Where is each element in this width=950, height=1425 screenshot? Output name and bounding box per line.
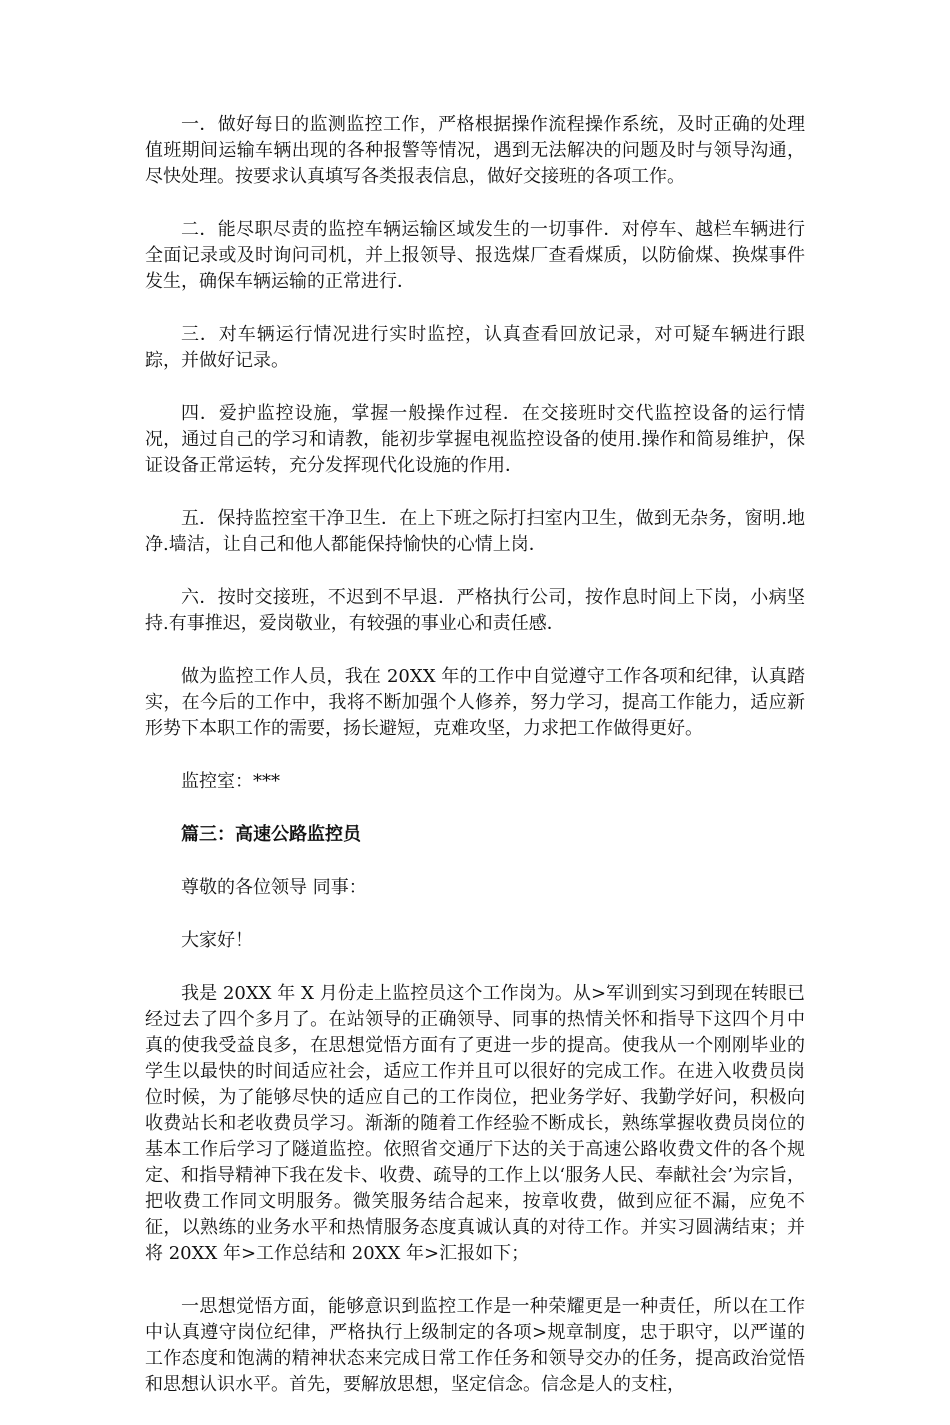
paragraph-6: 六．按时交接班，不迟到不早退．严格执行公司，按作息时间上下岗，小病坚持.有事推迟，爱岗敬业，有较强的事业心和责任感．: [145, 587, 805, 634]
greeting: 大家好！: [181, 930, 253, 951]
paragraph-5: 五．保持监控室干净卫生．在上下班之际打扫室内卫生，做到无杂务，窗明.地净.墙洁，让自己和他人都能保持愉快的心情上岗．: [145, 508, 805, 555]
salutation: 尊敬的各位领导 同事：: [181, 877, 367, 898]
paragraph-1: 一．做好每日的监测监控工作，严格根据操作流程操作系统，及时正确的处理值班期间运输车辆出现的各种报警等情况，遇到无法解决的问题及时与领导沟通，尽快处理。按要求认真填写各类报表信息，做好交接班的各项工作。: [145, 114, 805, 187]
paragraph-7: 做为监控工作人员，我在 20XX 年的工作中自觉遵守工作各项和纪律，认真踏实，在今后的工作中，我将不断加强个人修养，努力学习，提高工作能力，适应新形势下本职工作的需要，扬长避短，克难攻坚，力求把工作做得更好。: [145, 666, 805, 739]
document-page: [145, 112, 805, 1425]
signature-line: 监控室：***: [181, 771, 280, 792]
paragraph-3: 三．对车辆运行情况进行实时监控，认真查看回放记录，对可疑车辆进行跟踪，并做好记录。: [145, 324, 805, 371]
paragraph-9: 一思想觉悟方面，能够意识到监控工作是一种荣耀更是一种责任，所以在工作中认真遵守岗位纪律，严格执行上级制定的各项>规章制度，忠于职守，以严谨的工作态度和饱满的精神状态来完成日常工作任务和领导交办的任务，提高政治觉悟和思想认识水平。首先，要解放思想，坚定信念。信念是人的支柱，: [145, 1296, 805, 1395]
section-heading: 篇三：高速公路监控员: [181, 824, 361, 845]
paragraph-2: 二．能尽职尽责的监控车辆运输区域发生的一切事件．对停车、越栏车辆进行全面记录或及时询问司机，并上报领导、报选煤厂查看煤质，以防偷煤、换煤事件发生，确保车辆运输的正常进行．: [145, 219, 805, 292]
paragraph-8: 我是 20XX 年 X 月份走上监控员这个工作岗为。从>军训到实习到现在转眼已经过去了四个多月了。在站领导的正确领导、同事的热情关怀和指导下这四个月中真的使我受益良多，在思想觉悟方面有了更进一步的提高。使我从一个刚刚毕业的学生以最快的时间适应社会，适应工作并且可以很好的完成工作。在进入收费员岗位时候，为了能够尽快的适应自己的工作岗位，把业务学好、我勤学好问，积极向收费站长和老收费员学习。渐渐的随着工作经验不断成长，熟练掌握收费员岗位的基本工作后学习了隧道监控。依照省交通厅下达的关于高速公路收费文件的各个规定、和指导精神下我在发卡、收费、疏导的工作上以‘服务人民、奉献社会’为宗旨，把收费工作同文明服务。微笑服务结合起来，按章收费，做到应征不漏，应免不征，以熟练的业务水平和热情服务态度真诚认真的对待工作。并实习圆满结束；并将 20XX 年>工作总结和 20XX 年>汇报如下；: [145, 983, 805, 1264]
paragraph-4: 四．爱护监控设施，掌握一般操作过程．在交接班时交代监控设备的运行情况，通过自己的学习和请教，能初步掌握电视监控设备的使用.操作和简易维护，保证设备正常运转，充分发挥现代化设施的作用．: [145, 403, 805, 476]
